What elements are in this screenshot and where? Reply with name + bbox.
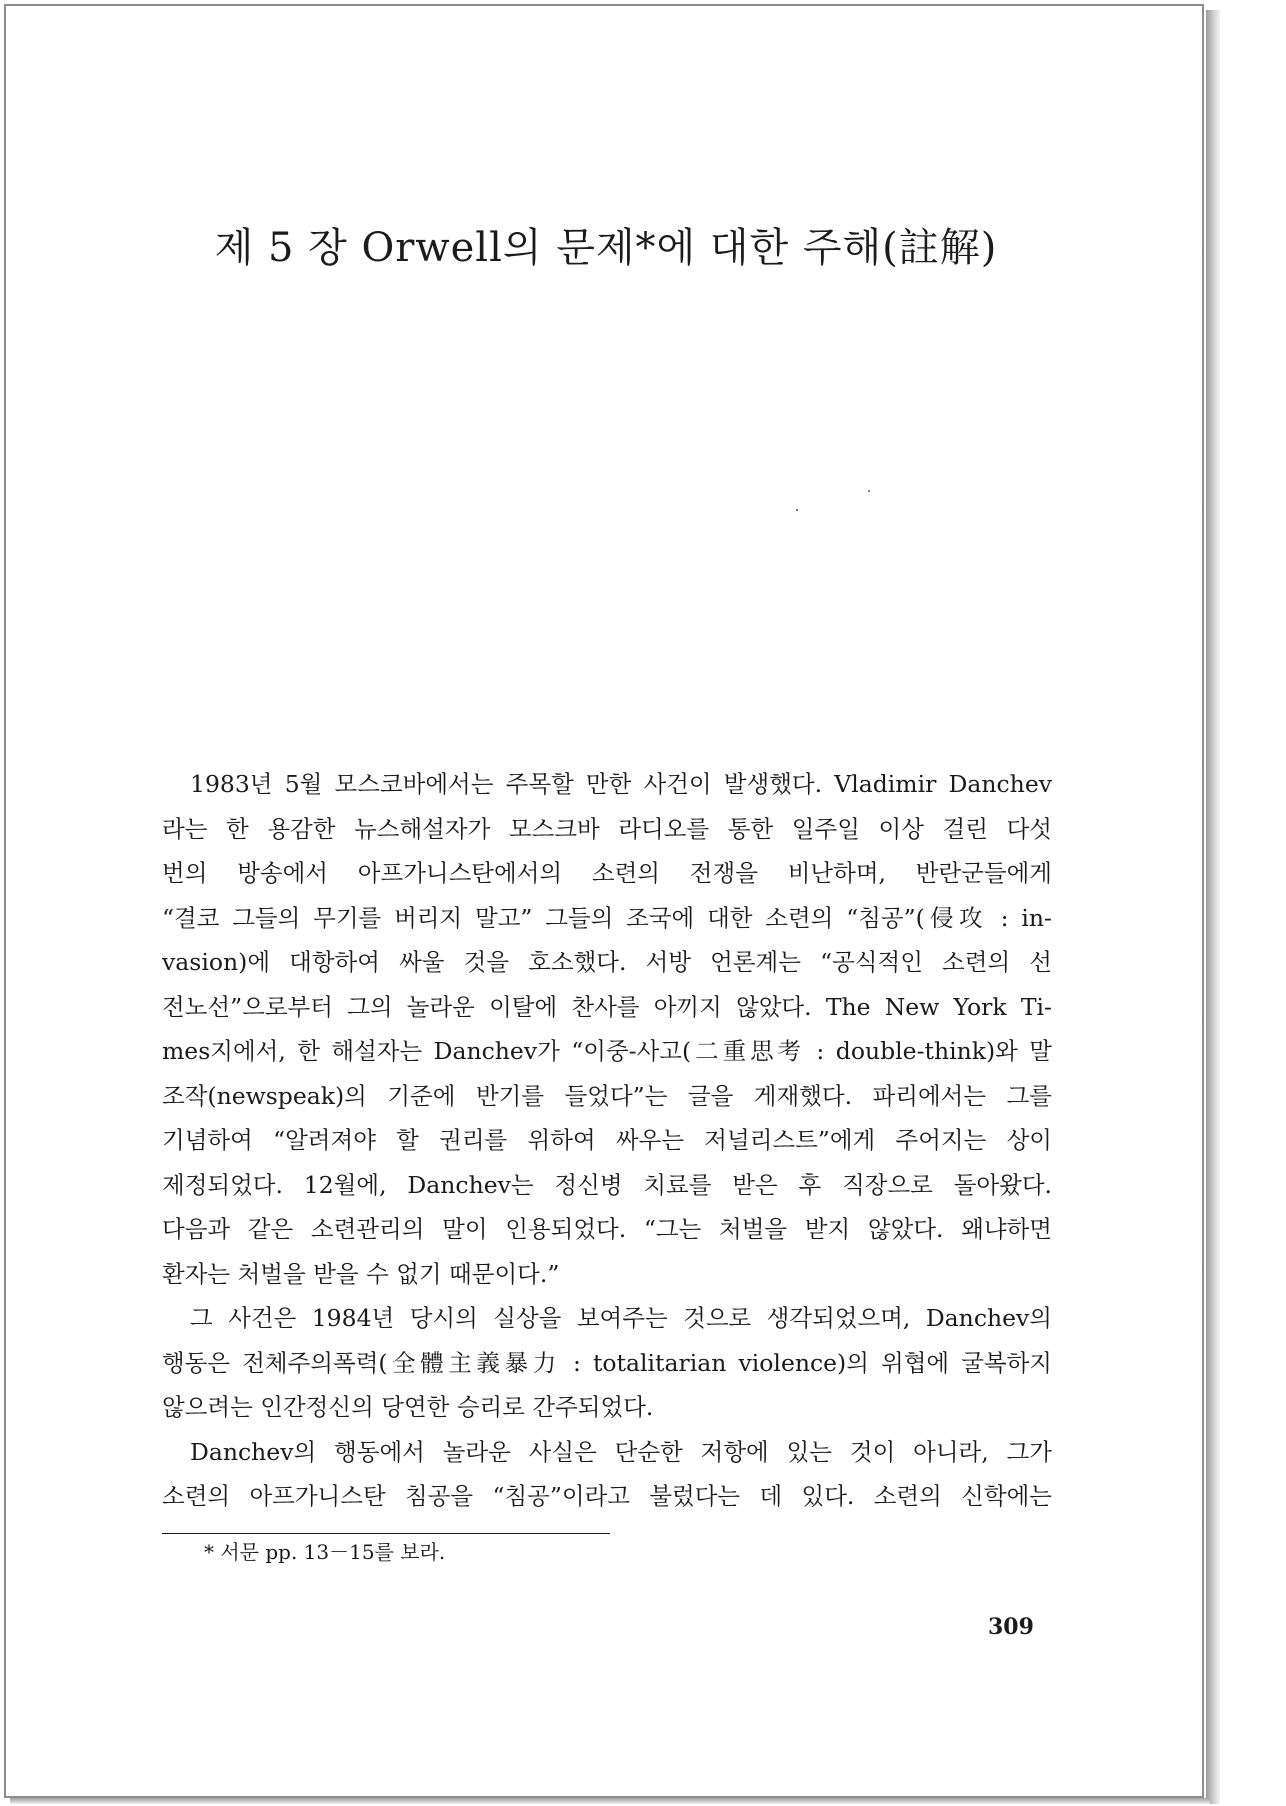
body-line: 소련의 아프가니스탄 침공을 “침공”이라고 불렀다는 데 있다. 소련의 신학에는 — [162, 1482, 1052, 1510]
page-edge-shadow — [1206, 10, 1220, 1804]
body-line: Danchev의 행동에서 놀라운 사실은 단순한 저항에 있는 것이 아니라, 그가 — [190, 1437, 1052, 1466]
body-line: “결코 그들의 무기를 버리지 말고” 그들의 조국에 대한 소련의 “침공”(侵攻 : in- — [162, 903, 1052, 932]
page-bottom-shadow — [10, 1798, 1210, 1804]
body-line: 전노선”으로부터 그의 놀라운 이탈에 찬사를 아끼지 않았다. The New York Ti- — [162, 992, 1052, 1021]
body-line: 그 사건은 1984년 당시의 실상을 보여주는 것으로 생각되었으며, Danchev의 — [190, 1304, 1052, 1332]
body-line: 환자는 처벌을 받을 수 없기 때문이다.” — [162, 1259, 560, 1288]
body-line: 조작(newspeak)의 기준에 반기를 들었다”는 글을 게재했다. 파리에서는 그를 — [162, 1081, 1052, 1110]
body-line: 다음과 같은 소련관리의 말이 인용되었다. “그는 처벌을 받지 않았다. 왜냐하면 — [162, 1215, 1052, 1243]
body-line: 라는 한 용감한 뉴스해설자가 모스크바 라디오를 통한 일주일 이상 걸린 다섯 — [162, 814, 1052, 843]
footnote-rule — [162, 1533, 610, 1534]
footnote: * 서문 pp. 13－15를 보라. — [204, 1540, 446, 1564]
body-line: 기념하여 “알려져야 할 권리를 위하여 싸우는 저널리스트”에게 주어지는 상이 — [162, 1126, 1052, 1154]
chapter-title: 제 5 장 Orwell의 문제*에 대한 주해(註解) — [214, 225, 998, 271]
body-line: 1983년 5월 모스코바에서는 주목할 만한 사건이 발생했다. Vladimir Danchev — [190, 770, 1052, 798]
scan-speck — [868, 490, 870, 492]
body-line: 행동은 전체주의폭력(全體主義暴力 : totalitarian violence)의 위협에 굴복하지 — [162, 1348, 1052, 1377]
body-text — [162, 762, 1052, 1519]
body-line: 번의 방송에서 아프가니스탄에서의 소련의 전쟁을 비난하며, 반란군들에게 — [162, 859, 1052, 887]
body-line: 제정되었다. 12월에, Danchev는 정신병 치료를 받은 후 직장으로 돌아왔다. — [162, 1170, 1052, 1199]
scan-speck — [796, 509, 798, 511]
body-line: mes지에서, 한 해설자는 Danchev가 “이중-사고(二重思考 : double-think)와 말 — [162, 1037, 1052, 1065]
page-number: 309 — [988, 1614, 1034, 1640]
document-page — [4, 4, 1204, 1798]
body-line: vasion)에 대항하여 싸울 것을 호소했다. 서방 언론계는 “공식적인 소련의 선 — [162, 948, 1052, 976]
body-line: 않으려는 인간정신의 당연한 승리로 간주되었다. — [162, 1393, 654, 1421]
